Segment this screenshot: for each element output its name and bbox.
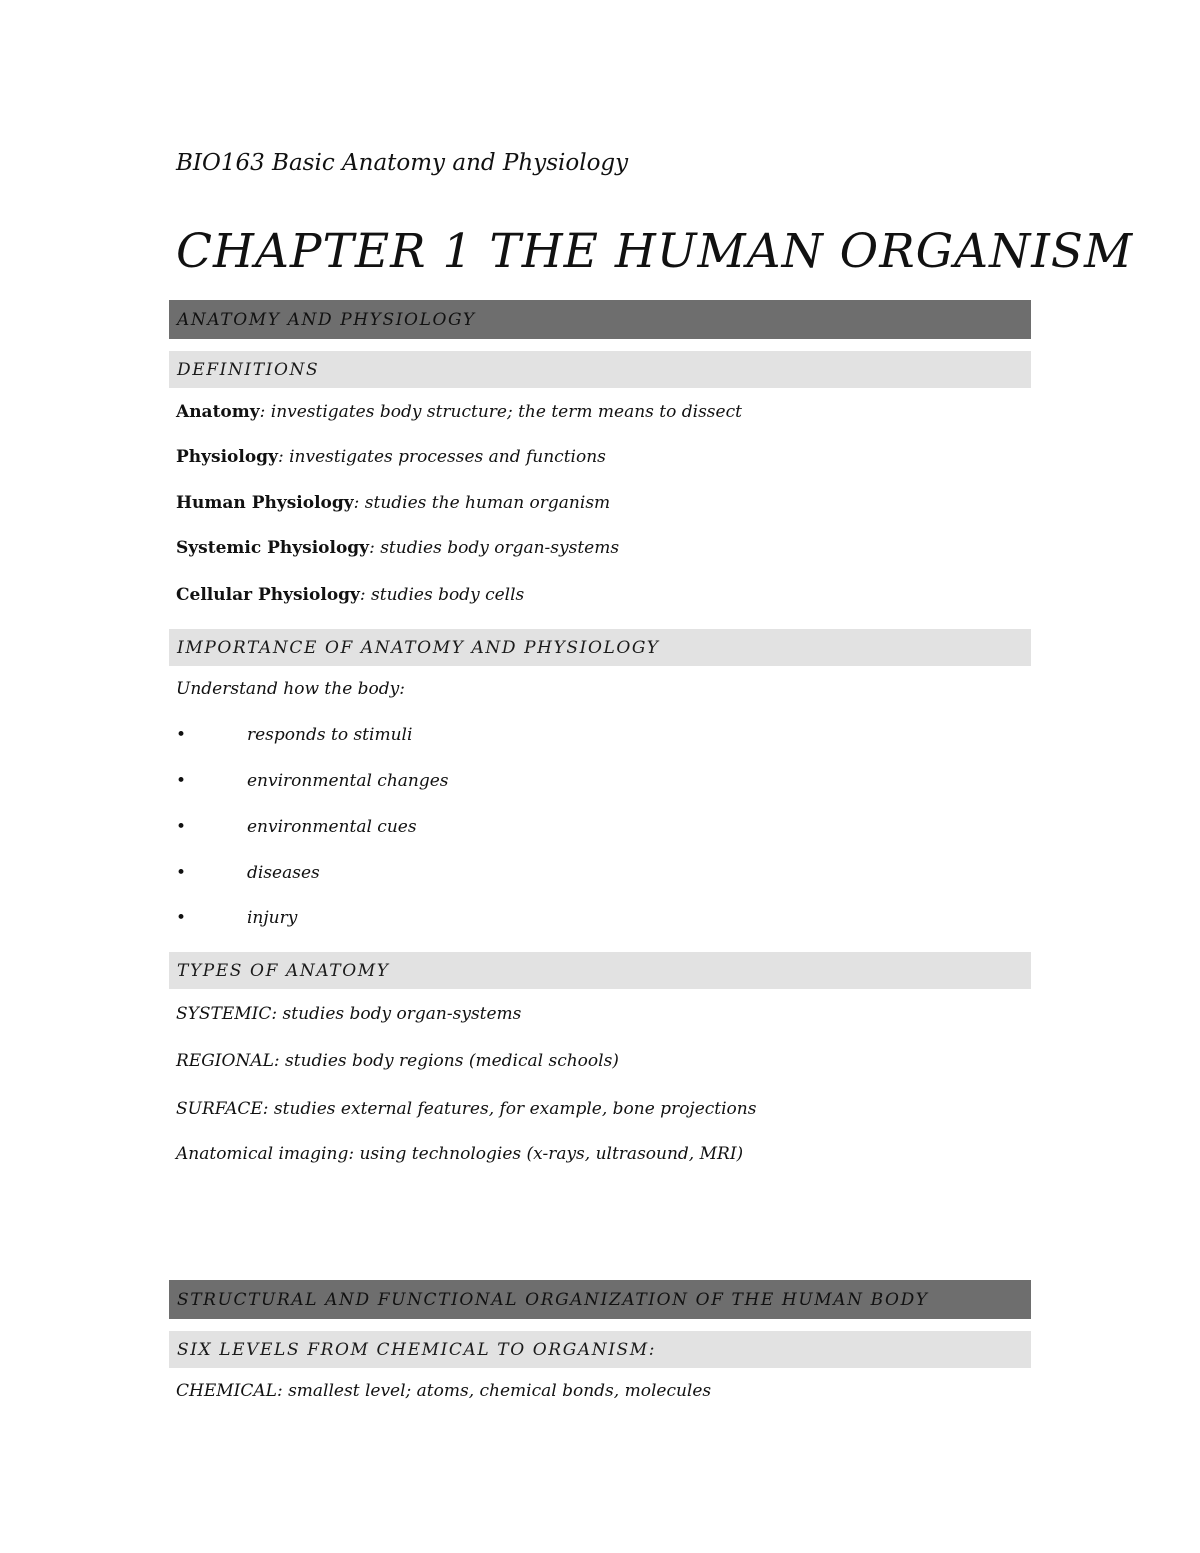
definition-term: Systemic Physiology: [176, 538, 370, 558]
anatomy-type-regional: REGIONAL: studies body regions (medical schools): [176, 1051, 619, 1071]
subheading-definitions: DEFINITIONS: [169, 351, 1031, 388]
anatomy-type-systemic: SYSTEMIC: studies body organ-systems: [176, 1004, 522, 1024]
definition-term: Anatomy: [176, 402, 260, 422]
subheading-importance: IMPORTANCE OF ANATOMY AND PHYSIOLOGY: [169, 629, 1031, 666]
definition-text: : studies body cells: [359, 585, 525, 605]
section-heading-anatomy-physiology: ANATOMY AND PHYSIOLOGY: [169, 300, 1031, 339]
list-item: environmental changes: [247, 771, 449, 791]
definition-systemic-physiology: [176, 538, 619, 558]
definition-cellular-physiology: [176, 585, 524, 605]
level-chemical: CHEMICAL: smallest level; atoms, chemical bonds, molecules: [176, 1381, 712, 1401]
anatomy-type-imaging: Anatomical imaging: using technologies (x-rays, ultrasound, MRI): [176, 1144, 744, 1164]
importance-intro: Understand how the body:: [176, 679, 405, 699]
definition-physiology: [176, 447, 606, 467]
subheading-types-of-anatomy: TYPES OF ANATOMY: [169, 952, 1031, 989]
bullet-icon: •: [176, 725, 187, 745]
bullet-icon: •: [176, 908, 187, 928]
definition-text: : studies body organ-systems: [369, 538, 620, 558]
definition-text: : investigates body structure; the term means to dissect: [259, 402, 742, 422]
bullet-icon: •: [176, 771, 187, 791]
list-item: diseases: [247, 863, 320, 883]
definition-term: Human Physiology: [176, 493, 354, 513]
definition-term: Physiology: [176, 447, 278, 467]
subheading-six-levels: SIX LEVELS FROM CHEMICAL TO ORGANISM:: [169, 1331, 1031, 1368]
chapter-title: CHAPTER 1 THE HUMAN ORGANISM: [176, 224, 1134, 279]
bullet-icon: •: [176, 863, 187, 883]
list-item: injury: [247, 908, 298, 928]
section-heading-structural-organization: STRUCTURAL AND FUNCTIONAL ORGANIZATION OF THE HUMAN BODY: [169, 1280, 1031, 1319]
definition-text: : investigates processes and functions: [277, 447, 606, 467]
course-title: BIO163 Basic Anatomy and Physiology: [176, 150, 629, 176]
anatomy-type-surface: SURFACE: studies external features, for example, bone projections: [176, 1099, 757, 1119]
list-item: environmental cues: [247, 817, 417, 837]
definition-text: : studies the human organism: [353, 493, 611, 513]
definition-term: Cellular Physiology: [176, 585, 360, 605]
bullet-icon: •: [176, 817, 187, 837]
definition-human-physiology: [176, 493, 610, 513]
list-item: responds to stimuli: [247, 725, 413, 745]
definition-anatomy: [176, 402, 742, 422]
